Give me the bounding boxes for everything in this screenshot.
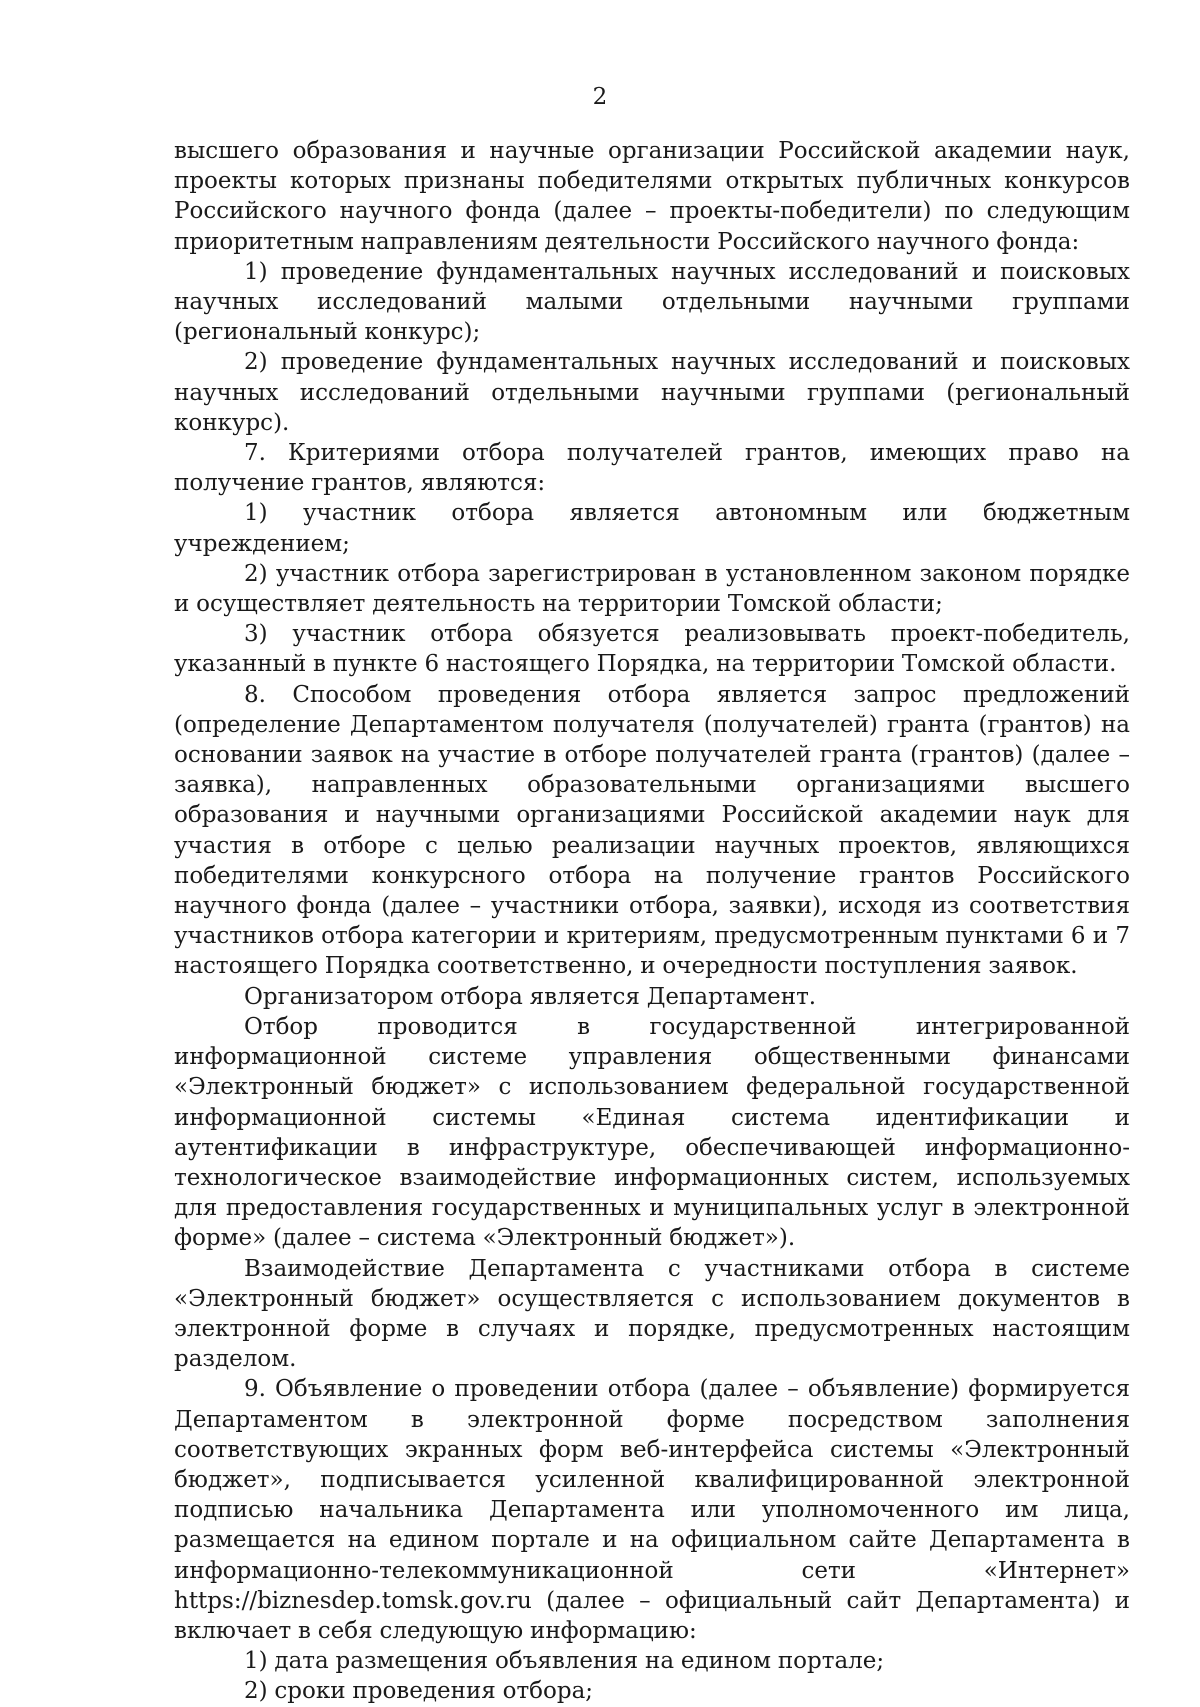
paragraph: Взаимодействие Департамента с участниками отбора в системе «Электронный бюджет» осуществляется с использованием документов в электронной форме в случаях и порядке, предусмотренных настоящим разделом. (174, 1255, 1130, 1373)
paragraph: 2) проведение фундаментальных научных исследований и поисковых научных исследований отдельными научными группами (региональный конкурс). (174, 349, 1130, 436)
paragraph: 3) участник отбора обязуется реализовывать проект-победитель, указанный в пункте 6 настоящего Порядка, на территории Томской области. (174, 621, 1130, 678)
page-number: 2 (592, 84, 608, 110)
paragraph: 8. Способом проведения отбора является запрос предложений (определение Департаментом получателя (получателей) гранта (грантов) на основании заявок на участие в отборе получателей гранта (грантов) (далее – заявка), направленных образовательными организациями высшего образования и научными организациями Российской академии наук для участия в отборе с целью реализации научных проектов, являющихся победителями конкурсного отбора на получение грантов Российского научного фонда (далее – участники отбора, заявки), исходя из соответствия участников отбора категории и критериям, предусмотренным пунктами 6 и 7 настоящего Порядка соответственно, и очередности поступления заявок. (174, 681, 1130, 980)
paragraph: 1) участник отбора является автономным или бюджетным учреждением; (174, 500, 1130, 557)
paragraph: 2) участник отбора зарегистрирован в установленном законом порядке и осуществляет деятельность на территории Томской области; (174, 560, 1130, 618)
paragraph: Организатором отбора является Департамент. (244, 983, 817, 1010)
paragraph: 9. Объявление о проведении отбора (далее – объявление) формируется Департаментом в электронной форме посредством заполнения соответствующих экранных форм веб-интерфейса системы «Электронный бюджет», подписывается усиленной квалифицированной электронной подписью начальника Департамента или уполномоченного им лица, размещается на едином портале и на официальном сайте Департамента в информационно-телекоммуникационной сети «Интернет» https://biznesdep.tomsk.gov.ru (далее – официальный сайт Департамента) и включает в себя следующую информацию: (174, 1376, 1130, 1644)
paragraph: 7. Критериями отбора получателей грантов, имеющих право на получение грантов, являются: (174, 440, 1130, 497)
paragraph: Отбор проводится в государственной интегрированной информационной системе управления общественными финансами «Электронный бюджет» с использованием федеральной государственной информационной системы «Единая система идентификации и аутентификации в инфраструктуре, обеспечивающей информационно-технологическое взаимодействие информационных систем, используемых для предоставления государственных и муниципальных услуг в электронной форме» (далее – система «Электронный бюджет»). (174, 1013, 1130, 1252)
document-body (174, 136, 1130, 1707)
paragraph: 1) дата размещения объявления на едином портале; (244, 1648, 885, 1675)
paragraph: высшего образования и научные организации Российской академии наук, проекты которых признаны победителями открытых публичных конкурсов Российского научного фонда (далее – проекты-победители) по следующим приоритетным направлениям деятельности Российского научного фонда: (174, 138, 1130, 255)
paragraph: 1) проведение фундаментальных научных исследований и поисковых научных исследований малыми отдельными научными группами (региональный конкурс); (174, 258, 1130, 346)
paragraph: 2) сроки проведения отбора; (244, 1678, 594, 1705)
